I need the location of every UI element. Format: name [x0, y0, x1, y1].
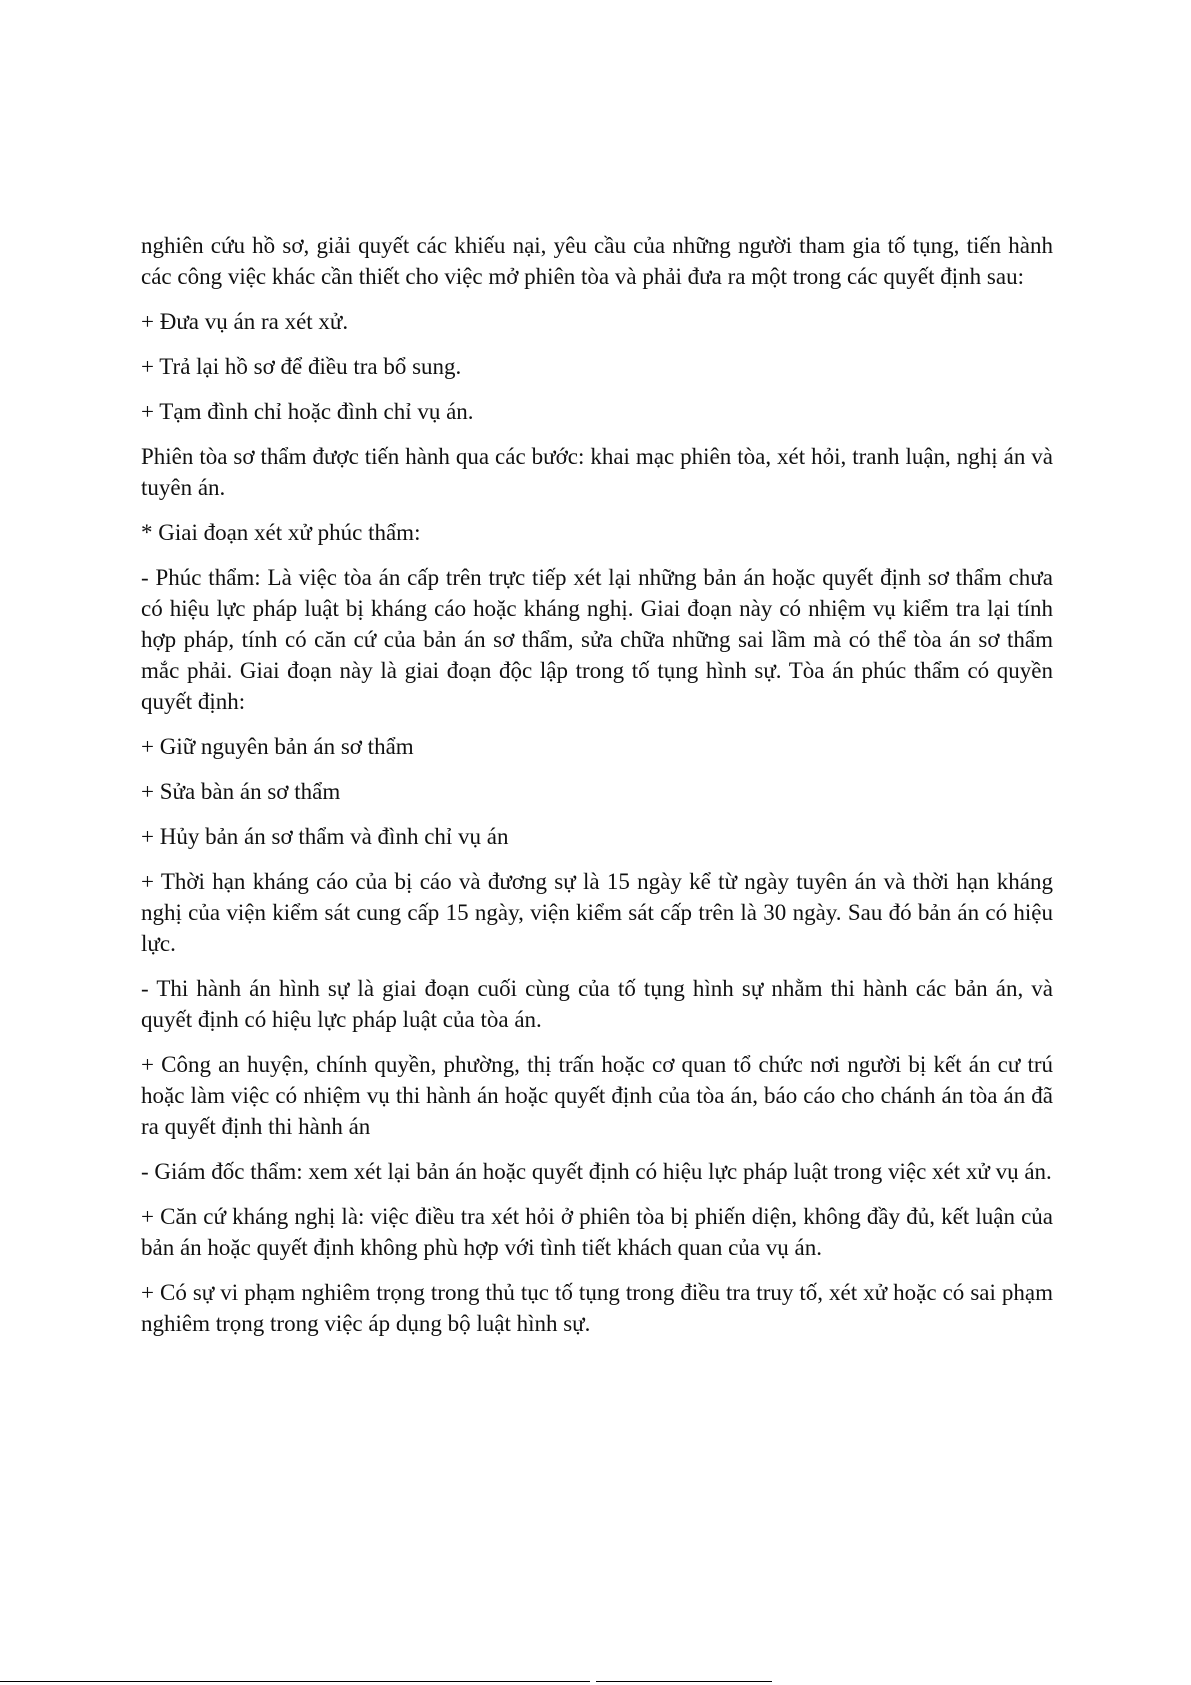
list-item-amend-judgment: + Sửa bàn án sơ thẩm — [141, 779, 341, 804]
list-item-protest-grounds: + Căn cứ kháng nghị là: việc điều tra xét hỏi ở phiên tòa bị phiến diện, không đầy đủ, kết luận của bản án hoặc quyết định không phù hợp với tình tiết khách quan của vụ án. — [141, 1204, 1053, 1260]
list-item-serious-violation: + Có sự vi phạm nghiêm trọng trong thủ tục tố tụng trong điều tra truy tố, xét xử hoặc có sai phạm nghiêm trọng trong việc áp dụng bộ luật hình sự. — [141, 1280, 1053, 1336]
list-item-annul-judgment: + Hủy bản án sơ thẩm và đình chỉ vụ án — [141, 824, 509, 849]
list-item-bring-to-trial: + Đưa vụ án ra xét xử. — [141, 309, 349, 334]
paragraph-cassation-review: - Giám đốc thẩm: xem xét lại bản án hoặc quyết định có hiệu lực pháp luật trong việc xét xử vụ án. — [141, 1159, 1052, 1184]
footer-divider-right — [596, 1681, 772, 1682]
list-item-suspend-case: + Tạm đình chỉ hoặc đình chỉ vụ án. — [141, 399, 474, 424]
document-body — [141, 230, 1053, 1353]
section-heading-appeal-stage: * Giai đoạn xét xử phúc thẩm: — [141, 520, 421, 545]
paragraph-first-instance-steps: Phiên tòa sơ thẩm được tiến hành qua các bước: khai mạc phiên tòa, xét hỏi, tranh luận, nghị án và tuyên án. — [141, 444, 1053, 500]
paragraph-intro-continuation: nghiên cứu hồ sơ, giải quyết các khiếu nại, yêu cầu của những người tham gia tố tụng, tiến hành các công việc khác cần thiết cho việc mở phiên tòa và phải đưa ra một trong các quyết định sau: — [141, 233, 1053, 289]
paragraph-criminal-enforcement: - Thi hành án hình sự là giai đoạn cuối cùng của tố tụng hình sự nhằm thi hành các bản án, và quyết định có hiệu lực pháp luật của tòa án. — [141, 976, 1053, 1032]
list-item-enforcement-bodies: + Công an huyện, chính quyền, phường, thị trấn hoặc cơ quan tổ chức nơi người bị kết án cư trú hoặc làm việc có nhiệm vụ thi hành án hoặc quyết định của tòa án, báo cáo cho chánh án tòa án đã ra quyết định thi hành án — [141, 1052, 1053, 1139]
list-item-keep-judgment: + Giữ nguyên bản án sơ thẩm — [141, 734, 414, 759]
paragraph-appeal-definition: - Phúc thẩm: Là việc tòa án cấp trên trực tiếp xét lại những bản án hoặc quyết định sơ thẩm chưa có hiệu lực pháp luật bị kháng cáo hoặc kháng nghị. Giai đoạn này có nhiệm vụ kiểm tra lại tính hợp pháp, tính có căn cứ của bản án sơ thẩm, sửa chữa những sai lầm mà có thể tòa án sơ thẩm mắc phải. Giai đoạn này là giai đoạn độc lập trong tố tụng hình sự. Tòa án phúc thẩm có quyền quyết định: — [141, 565, 1053, 714]
list-item-return-file: + Trả lại hồ sơ để điều tra bổ sung. — [141, 354, 462, 379]
footer-divider-left — [0, 1681, 590, 1682]
list-item-appeal-deadline: + Thời hạn kháng cáo của bị cáo và đương sự là 15 ngày kể từ ngày tuyên án và thời hạn kháng nghị của viện kiểm sát cung cấp 15 ngày, viện kiểm sát cấp trên là 30 ngày. Sau đó bản án có hiệu lực. — [141, 869, 1053, 956]
